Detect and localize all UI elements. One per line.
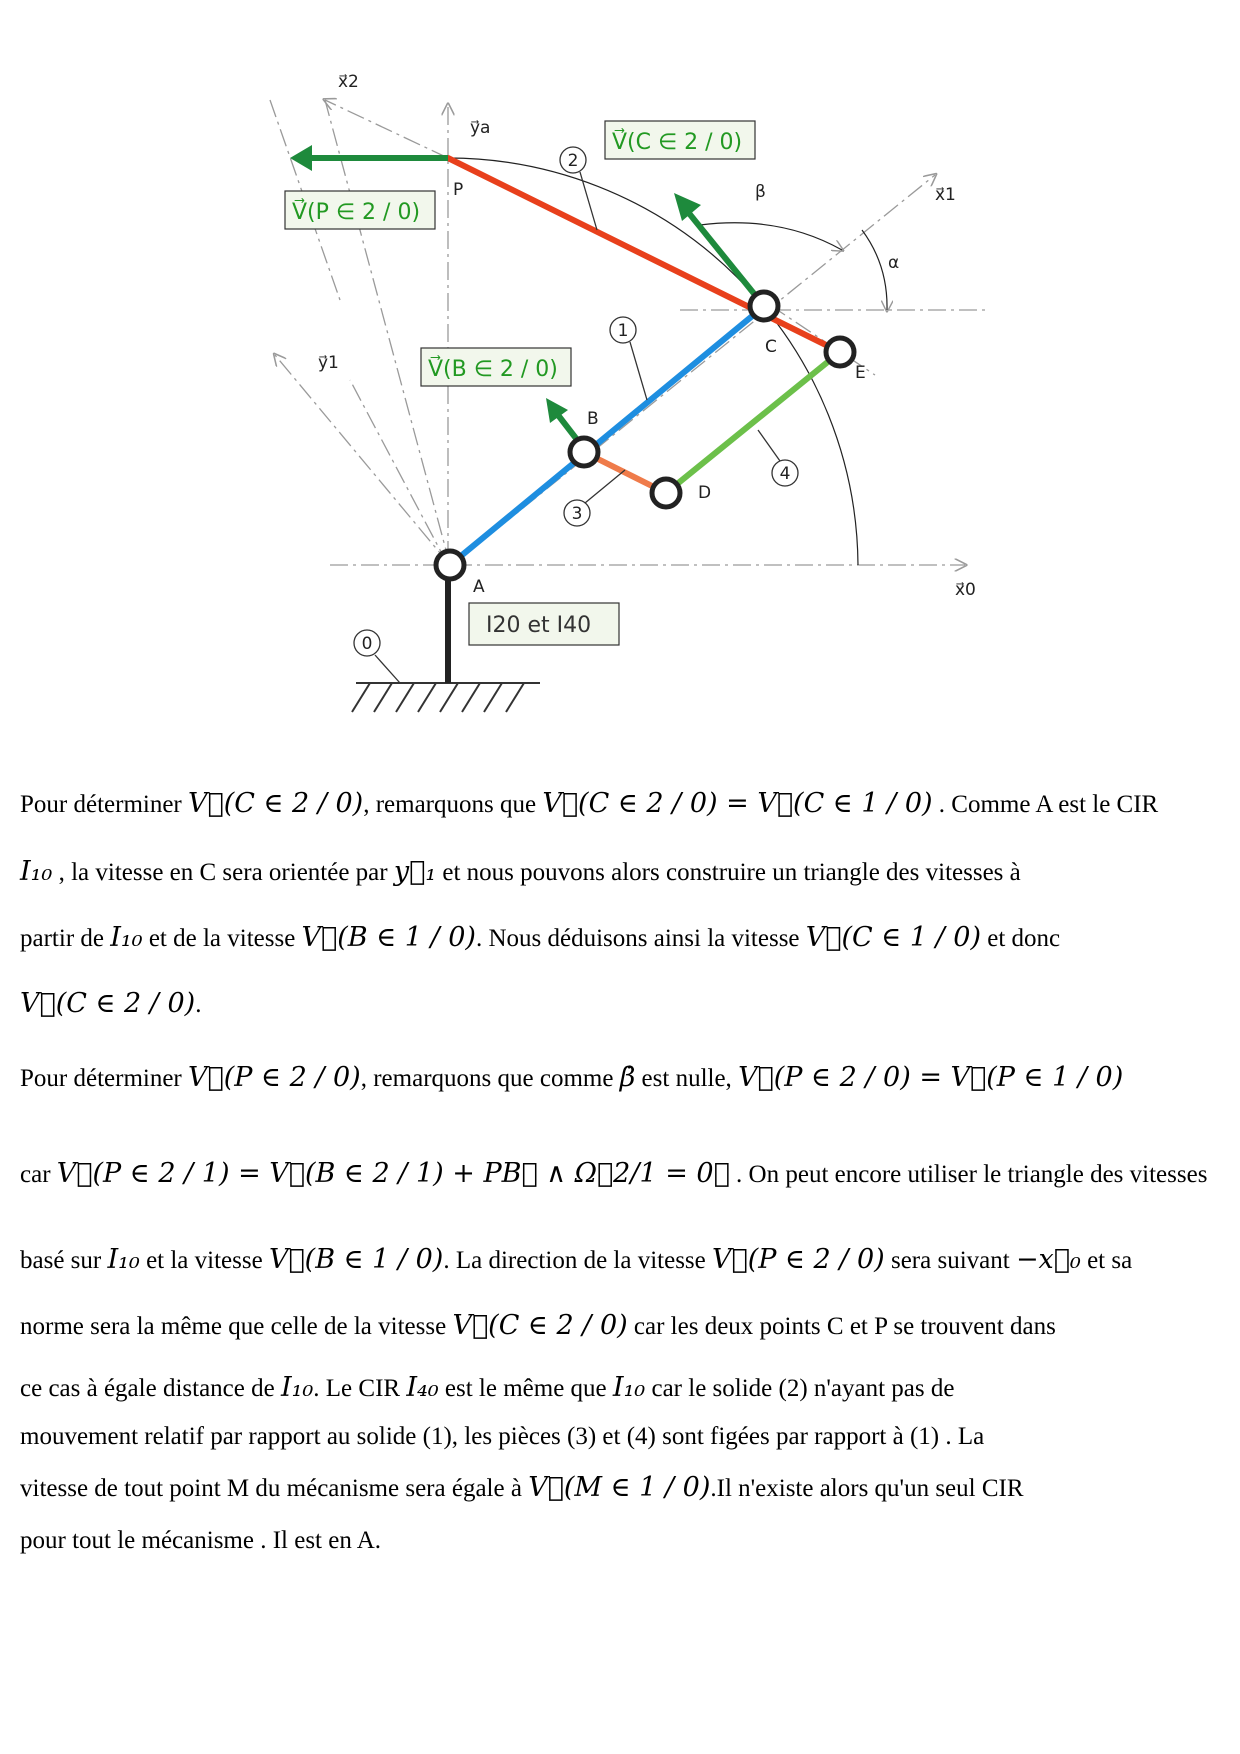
velocity-p-label: V⃗(P ∈ 2 / 0) [292,200,421,225]
part-0-label: 0 [361,634,373,654]
link-4 [666,352,840,493]
part-3-label: 3 [571,504,583,524]
velocity-b-label: V⃗(B ∈ 2 / 0) [428,357,558,382]
x2-axis-arrow [325,100,448,158]
mechanism-diagram [0,0,1240,740]
point-b-label: B [587,409,599,429]
link-1 [450,308,762,565]
text-line: partir de I₁₀ et de la vitesse V⃗(B ∈ 1 / 0). Nous déduisons ainsi la vitesse V⃗(C ∈ 1 / 0) et donc [20,922,1061,953]
text-line: pour tout le mécanisme . Il est en A. [20,1527,382,1554]
part-2-label: 2 [567,151,579,171]
text-line: norme sera la même que celle de la vitesse V⃗(C ∈ 2 / 0) car les deux points C et P se trouvent dans [20,1310,1056,1341]
joint-c [750,292,778,320]
velocity-c-head [674,193,701,221]
point-c-label: C [765,337,777,357]
velocity-c-line [688,212,764,306]
beta-arc [700,223,842,250]
velocity-c-label: V⃗(C ∈ 2 / 0) [612,130,743,155]
axis-y1-label: y⃗1 [318,353,339,373]
text-line: Pour déterminer V⃗(C ∈ 2 / 0), remarquons que V⃗(C ∈ 2 / 0) = V⃗(C ∈ 1 / 0) . Comme A est le CIR [20,788,1159,819]
point-e-label: E [855,363,866,383]
alpha-arc [862,230,887,310]
axis-x1-label: x⃗1 [935,185,956,205]
point-d-label: D [698,483,712,503]
point-a-label: A [473,577,485,597]
part-4-label: 4 [779,464,791,484]
x2-axis [325,100,450,565]
text-line: V⃗(C ∈ 2 / 0). [20,988,202,1019]
point-p-label: P [453,180,464,200]
math-vc20: V⃗(C ∈ 2 / 0) [188,788,364,819]
ray-a-x2 [350,380,448,565]
joint-b [570,438,598,466]
text-line: mouvement relatif par rapport au solide (1), les pièces (3) et (4) sont figées par rapport à (1) . La [20,1423,985,1450]
axes [270,100,990,590]
explanation-text [20,790,1220,1578]
joint-a [436,551,464,579]
link-2 [448,158,840,352]
text-line: ce cas à égale distance de I₁₀. Le CIR I₄₀ est le même que I₁₀ car le solide (2) n'ayant pas de [20,1372,955,1403]
cir-label: I20 et I40 [486,613,592,638]
text-line: car V⃗(P ∈ 2 / 1) = V⃗(B ∈ 2 / 1) + PB⃗ ∧ Ω⃗2/1 = 0⃗ . On peut encore utiliser le triangle des vitesses [20,1158,1208,1189]
math-equality: V⃗(C ∈ 2 / 0) = V⃗(C ∈ 1 / 0) [542,788,933,819]
joints [436,292,854,579]
text-line: Pour déterminer V⃗(P ∈ 2 / 0), remarquons que comme β̇ est nulle, V⃗(P ∈ 2 / 0) = V⃗(P ∈ 1 / 0) [20,1062,1124,1093]
part-1-label: 1 [617,321,629,341]
axis-ya-label: y⃗a [470,118,491,138]
text-line: I₁₀ , la vitesse en C sera orientée par y⃗₁ et nous pouvons alors construire un triangle des vitesses à [20,856,1021,887]
joint-d [652,479,680,507]
joint-e [826,338,854,366]
text-line: basé sur I₁₀ et la vitesse V⃗(B ∈ 1 / 0). La direction de la vitesse V⃗(P ∈ 2 / 0) sera suivant −x⃗₀ et sa [20,1244,1133,1275]
axis-x0-label: x⃗0 [955,580,976,600]
axis-x2-label: x⃗2 [338,72,359,92]
angle-alpha-label: α [888,253,900,273]
text-line: vitesse de tout point M du mécanisme sera égale à V⃗(M ∈ 1 / 0).Il n'existe alors qu'un seul CIR [20,1472,1024,1503]
angle-beta-label: β [755,182,766,202]
